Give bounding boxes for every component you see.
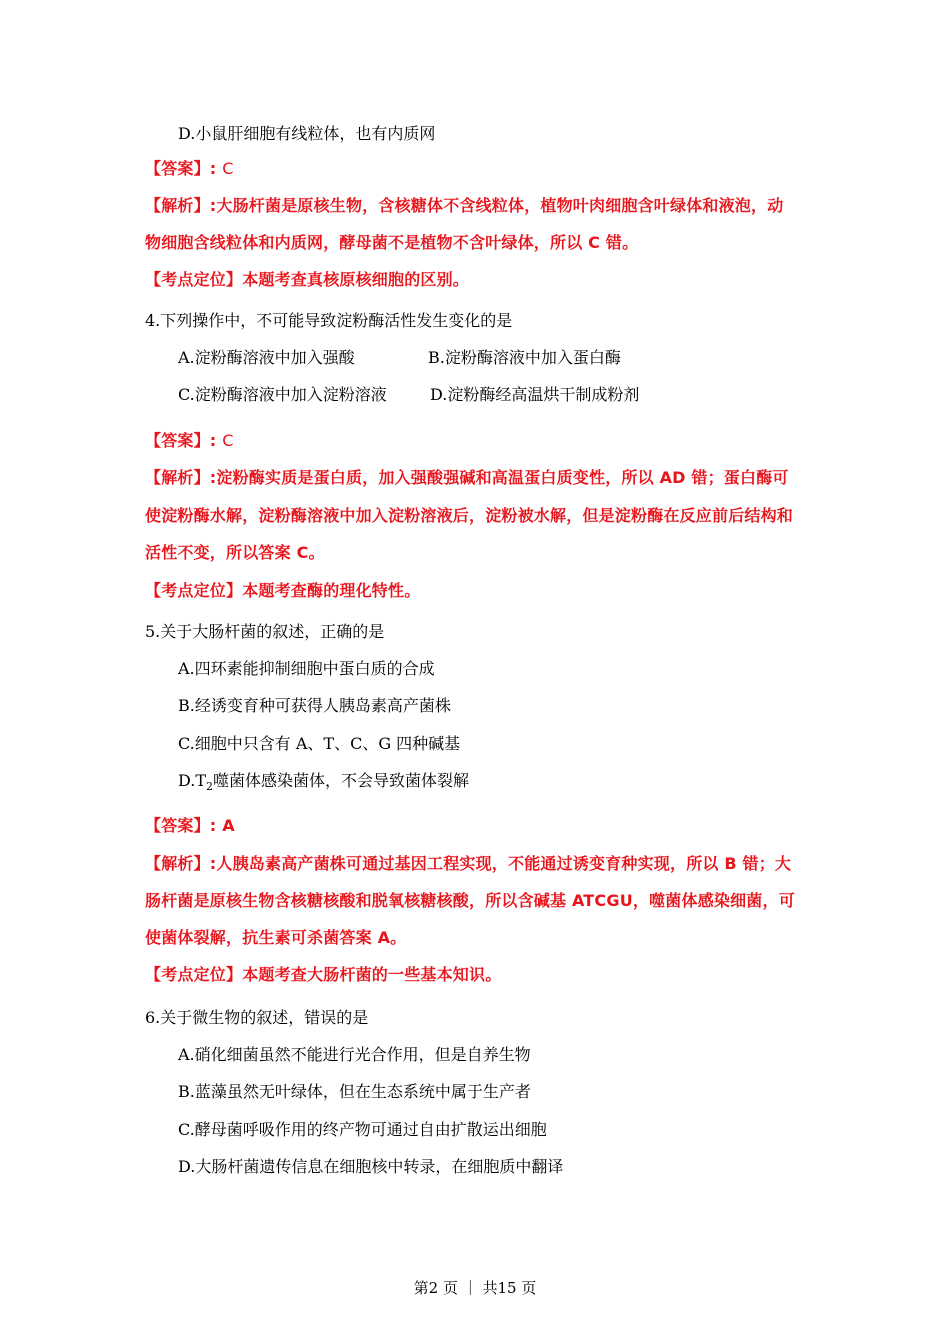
q4-key-point: 【考点定位】本题考查酶的理化特性。 — [145, 581, 421, 600]
q5-answer-label: 【答案】: — [145, 816, 217, 835]
q4-analysis-line-3: 活性不变，所以答案 C。 — [145, 543, 325, 562]
q4-answer — [145, 430, 234, 452]
q4-option-d: D.淀粉酶经高温烘干制成粉剂 — [430, 385, 640, 404]
q4-option-c: C.淀粉酶溶液中加入淀粉溶液 — [178, 385, 387, 404]
q5-analysis-line-2: 肠杆菌是原核生物含核糖核酸和脱氧核糖核酸，所以含碱基 ATCGU，噬菌体感染细菌，可 — [145, 891, 795, 910]
q5-option-d-rest: 噬菌体感染菌体，不会导致菌体裂解 — [213, 771, 470, 790]
q5-option-b: B.经诱变育种可获得人胰岛素高产菌株 — [178, 696, 451, 715]
q3-option-d: D.小鼠肝细胞有线粒体，也有内质网 — [178, 124, 436, 143]
q4-stem: 4.下列操作中，不可能导致淀粉酶活性发生变化的是 — [145, 311, 513, 330]
q5-option-a: A.四环素能抑制细胞中蛋白质的合成 — [178, 659, 435, 678]
q5-answer-value: A — [222, 816, 235, 835]
q3-answer — [145, 158, 234, 180]
q6-option-b: B.蓝藻虽然无叶绿体，但在生态系统中属于生产者 — [178, 1082, 531, 1101]
q3-analysis-line-1: 【解析】:大肠杆菌是原核生物，含核糖体不含线粒体，植物叶肉细胞含叶绿体和液泡，动 — [145, 196, 784, 215]
q5-stem: 5.关于大肠杆菌的叙述，正确的是 — [145, 622, 385, 641]
q5-option-c: C.细胞中只含有 A、T、C、G 四种碱基 — [178, 734, 461, 753]
q4-answer-label: 【答案】: — [145, 431, 217, 450]
q4-option-b: B.淀粉酶溶液中加入蛋白酶 — [428, 348, 621, 367]
q5-key-point: 【考点定位】本题考查大肠杆菌的一些基本知识。 — [145, 965, 502, 984]
q3-analysis-line-2: 物细胞含线粒体和内质网，酵母菌不是植物不含叶绿体，所以 C 错。 — [145, 233, 639, 252]
q4-option-a: A.淀粉酶溶液中加入强酸 — [178, 348, 355, 367]
q3-answer-label: 【答案】: — [145, 159, 217, 178]
q6-option-d: D.大肠杆菌遗传信息在细胞核中转录，在细胞质中翻译 — [178, 1157, 564, 1176]
q3-answer-value: C — [222, 159, 234, 178]
page-footer: 第2 页 ｜ 共15 页 — [413, 1279, 537, 1297]
q4-analysis-line-2: 使淀粉酶水解，淀粉酶溶液中加入淀粉溶液后，淀粉被水解，但是淀粉酶在反应前后结构和 — [145, 506, 794, 525]
q5-analysis-line-3: 使菌体裂解，抗生素可杀菌答案 A。 — [145, 928, 407, 947]
q6-option-c: C.酵母菌呼吸作用的终产物可通过自由扩散运出细胞 — [178, 1120, 547, 1139]
q3-key-point: 【考点定位】本题考查真核原核细胞的区别。 — [145, 270, 470, 289]
q4-analysis-line-1: 【解析】:淀粉酶实质是蛋白质，加入强酸强碱和高温蛋白质变性，所以 AD 错；蛋白酶可 — [145, 468, 789, 487]
q6-option-a: A.硝化细菌虽然不能进行光合作用，但是自养生物 — [178, 1045, 531, 1064]
q6-stem: 6.关于微生物的叙述，错误的是 — [145, 1008, 369, 1027]
q5-option-d-subscript: 2 — [206, 780, 214, 794]
q4-answer-value: C — [222, 431, 234, 450]
q5-option-d — [178, 770, 469, 798]
q5-answer — [145, 815, 235, 837]
q5-option-d-prefix: D.T — [178, 771, 207, 790]
q5-analysis-line-1: 【解析】:人胰岛素高产菌株可通过基因工程实现，不能通过诱变育种实现，所以 B 错；大 — [145, 854, 792, 873]
